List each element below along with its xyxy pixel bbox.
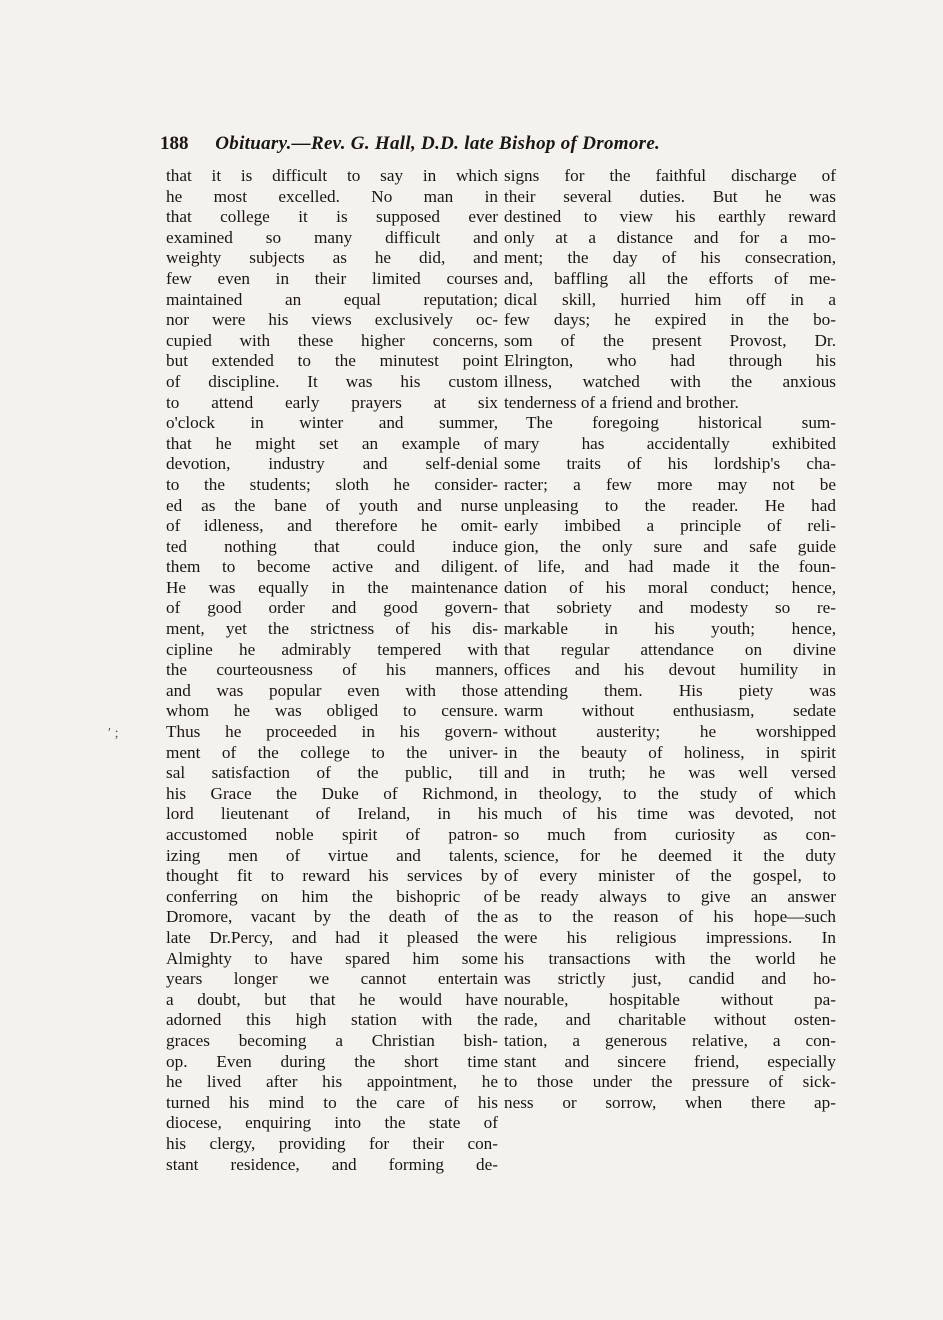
text-line: some traits of his lordship's cha- <box>504 454 836 474</box>
text-line: nor were his views exclusively oc- <box>166 310 498 330</box>
text-line: without austerity; he worshipped <box>504 722 836 742</box>
running-title: Obituary.—Rev. G. Hall, D.D. late Bishop of Dromore. <box>215 133 661 154</box>
text-line: mary has accidentally exhibited <box>504 433 836 453</box>
running-head <box>160 130 840 158</box>
text-line: much of his time was devoted, not <box>504 804 836 824</box>
text-line: o'clock in winter and summer, <box>166 413 498 433</box>
text-line: his transactions with the world he <box>504 948 836 968</box>
text-line: few days; he expired in the bo- <box>504 310 836 330</box>
text-line: that it is difficult to say in which <box>166 166 498 185</box>
text-line: be ready always to give an answer <box>504 886 836 906</box>
text-line: stant residence, and forming de- <box>166 1154 498 1174</box>
text-line: The foregoing historical sum- <box>526 413 836 433</box>
text-line: warm without enthusiasm, sedate <box>504 701 836 721</box>
text-line: devotion, industry and self-denial <box>166 454 498 474</box>
text-line: of idleness, and therefore he omit- <box>166 516 498 536</box>
text-line: dical skill, hurried him off in a <box>504 289 836 309</box>
text-line: of every minister of the gospel, to <box>504 866 836 886</box>
text-line: a doubt, but that he would have <box>166 989 498 1009</box>
text-line: examined so many difficult and <box>166 227 498 247</box>
text-line: late Dr.Percy, and had it pleased the <box>166 927 498 947</box>
text-line: ment, yet the strictness of his dis- <box>166 619 498 639</box>
text-line: that college it is supposed ever <box>166 207 498 227</box>
text-line: Thus he proceeded in his govern- <box>166 722 498 742</box>
text-line: the courteousness of his manners, <box>166 660 498 680</box>
text-line: ness or sorrow, when there ap- <box>504 1092 836 1112</box>
text-line: as to the reason of his hope—such <box>504 907 836 927</box>
text-line: early imbibed a principle of reli- <box>504 516 836 536</box>
text-line: unpleasing to the reader. He had <box>504 495 836 515</box>
text-line: but extended to the minutest point <box>166 351 498 371</box>
text-line: he lived after his appointment, he <box>166 1072 498 1092</box>
text-line: He was equally in the maintenance <box>166 577 498 597</box>
text-line: racter; a few more may not be <box>504 474 836 494</box>
text-line: stant and sincere friend, especially <box>504 1051 836 1071</box>
text-line: his Grace the Duke of Richmond, <box>166 783 498 803</box>
text-line: nourable, hospitable without pa- <box>504 989 836 1009</box>
page-number: 188 <box>160 133 189 154</box>
text-line: to the students; sloth he consider- <box>166 474 498 494</box>
text-line: and was popular even with those <box>166 680 498 700</box>
text-line: them to become active and diligent. <box>166 557 498 577</box>
text-line: ment of the college to the univer- <box>166 742 498 762</box>
left-text-column <box>166 166 498 1175</box>
text-line: Almighty to have spared him some <box>166 948 498 968</box>
text-line: and in truth; he was well versed <box>504 763 836 783</box>
text-line: science, for he deemed it the duty <box>504 845 836 865</box>
text-line: cipline he admirably tempered with <box>166 639 498 659</box>
text-line: in the beauty of holiness, in spirit <box>504 742 836 762</box>
text-line: of life, and had made it the foun- <box>504 557 836 577</box>
text-line: sal satisfaction of the public, till <box>166 763 498 783</box>
text-line: weighty subjects as he did, and <box>166 248 498 268</box>
text-line: destined to view his earthly reward <box>504 207 836 227</box>
text-line: diocese, enquiring into the state of <box>166 1113 498 1133</box>
text-line: som of the present Provost, Dr. <box>504 330 836 350</box>
text-line: lord lieutenant of Ireland, in his <box>166 804 498 824</box>
text-line: of good order and good govern- <box>166 598 498 618</box>
text-line: Dromore, vacant by the death of the <box>166 907 498 927</box>
text-line: whom he was obliged to censure. <box>166 701 498 721</box>
text-line: attending them. His piety was <box>504 680 836 700</box>
text-line: and, baffling all the efforts of me- <box>504 268 836 288</box>
text-line: graces becoming a Christian bish- <box>166 1030 498 1050</box>
text-line: accustomed noble spirit of patron- <box>166 825 498 844</box>
text-line: ment; the day of his consecration, <box>504 248 836 268</box>
text-line: gion, the only sure and safe guide <box>504 536 836 556</box>
text-line: conferring on him the bishopric of <box>166 886 498 906</box>
text-line: years longer we cannot entertain <box>166 969 498 989</box>
text-line: izing men of virtue and talents, <box>166 845 498 865</box>
text-line: dation of his moral conduct; hence, <box>504 577 836 597</box>
text-line: to attend early prayers at six <box>166 392 498 412</box>
text-line: his clergy, providing for their con- <box>166 1133 498 1153</box>
text-line: tation, a generous relative, a con- <box>504 1030 836 1050</box>
text-line: few even in their limited courses <box>166 268 498 288</box>
text-line: that regular attendance on divine <box>504 639 836 659</box>
text-line: that sobriety and modesty so re- <box>504 598 836 618</box>
text-line: thought fit to reward his services by <box>166 866 498 886</box>
text-line: offices and his devout humility in <box>504 660 836 680</box>
text-line: cupied with these higher concerns, <box>166 330 498 350</box>
right-text-column <box>504 166 836 1113</box>
text-line: ted nothing that could induce <box>166 536 498 556</box>
text-line: of discipline. It was his custom <box>166 371 498 391</box>
text-line: in theology, to the study of which <box>504 783 836 803</box>
text-line: illness, watched with the anxious <box>504 371 836 391</box>
text-line: maintained an equal reputation; <box>166 289 498 309</box>
margin-mark: ′ ; <box>108 726 119 741</box>
text-line: he most excelled. No man in <box>166 186 498 206</box>
text-line: signs for the faithful discharge of <box>504 166 836 185</box>
text-line: so much from curiosity as con- <box>504 825 836 844</box>
text-line: op. Even during the short time <box>166 1051 498 1071</box>
text-line: Elrington, who had through his <box>504 351 836 371</box>
text-line: ed as the bane of youth and nurse <box>166 495 498 515</box>
text-line: that he might set an example of <box>166 433 498 453</box>
text-line: rade, and charitable without osten- <box>504 1010 836 1030</box>
text-line: tenderness of a friend and brother. <box>504 392 739 412</box>
text-line: turned his mind to the care of his <box>166 1092 498 1112</box>
text-line: their several duties. But he was <box>504 186 836 206</box>
text-line: to those under the pressure of sick- <box>504 1072 836 1092</box>
text-line: only at a distance and for a mo- <box>504 227 836 247</box>
text-line: was strictly just, candid and ho- <box>504 969 836 989</box>
text-line: were his religious impressions. In <box>504 927 836 947</box>
text-line: adorned this high station with the <box>166 1010 498 1030</box>
text-line: markable in his youth; hence, <box>504 619 836 639</box>
